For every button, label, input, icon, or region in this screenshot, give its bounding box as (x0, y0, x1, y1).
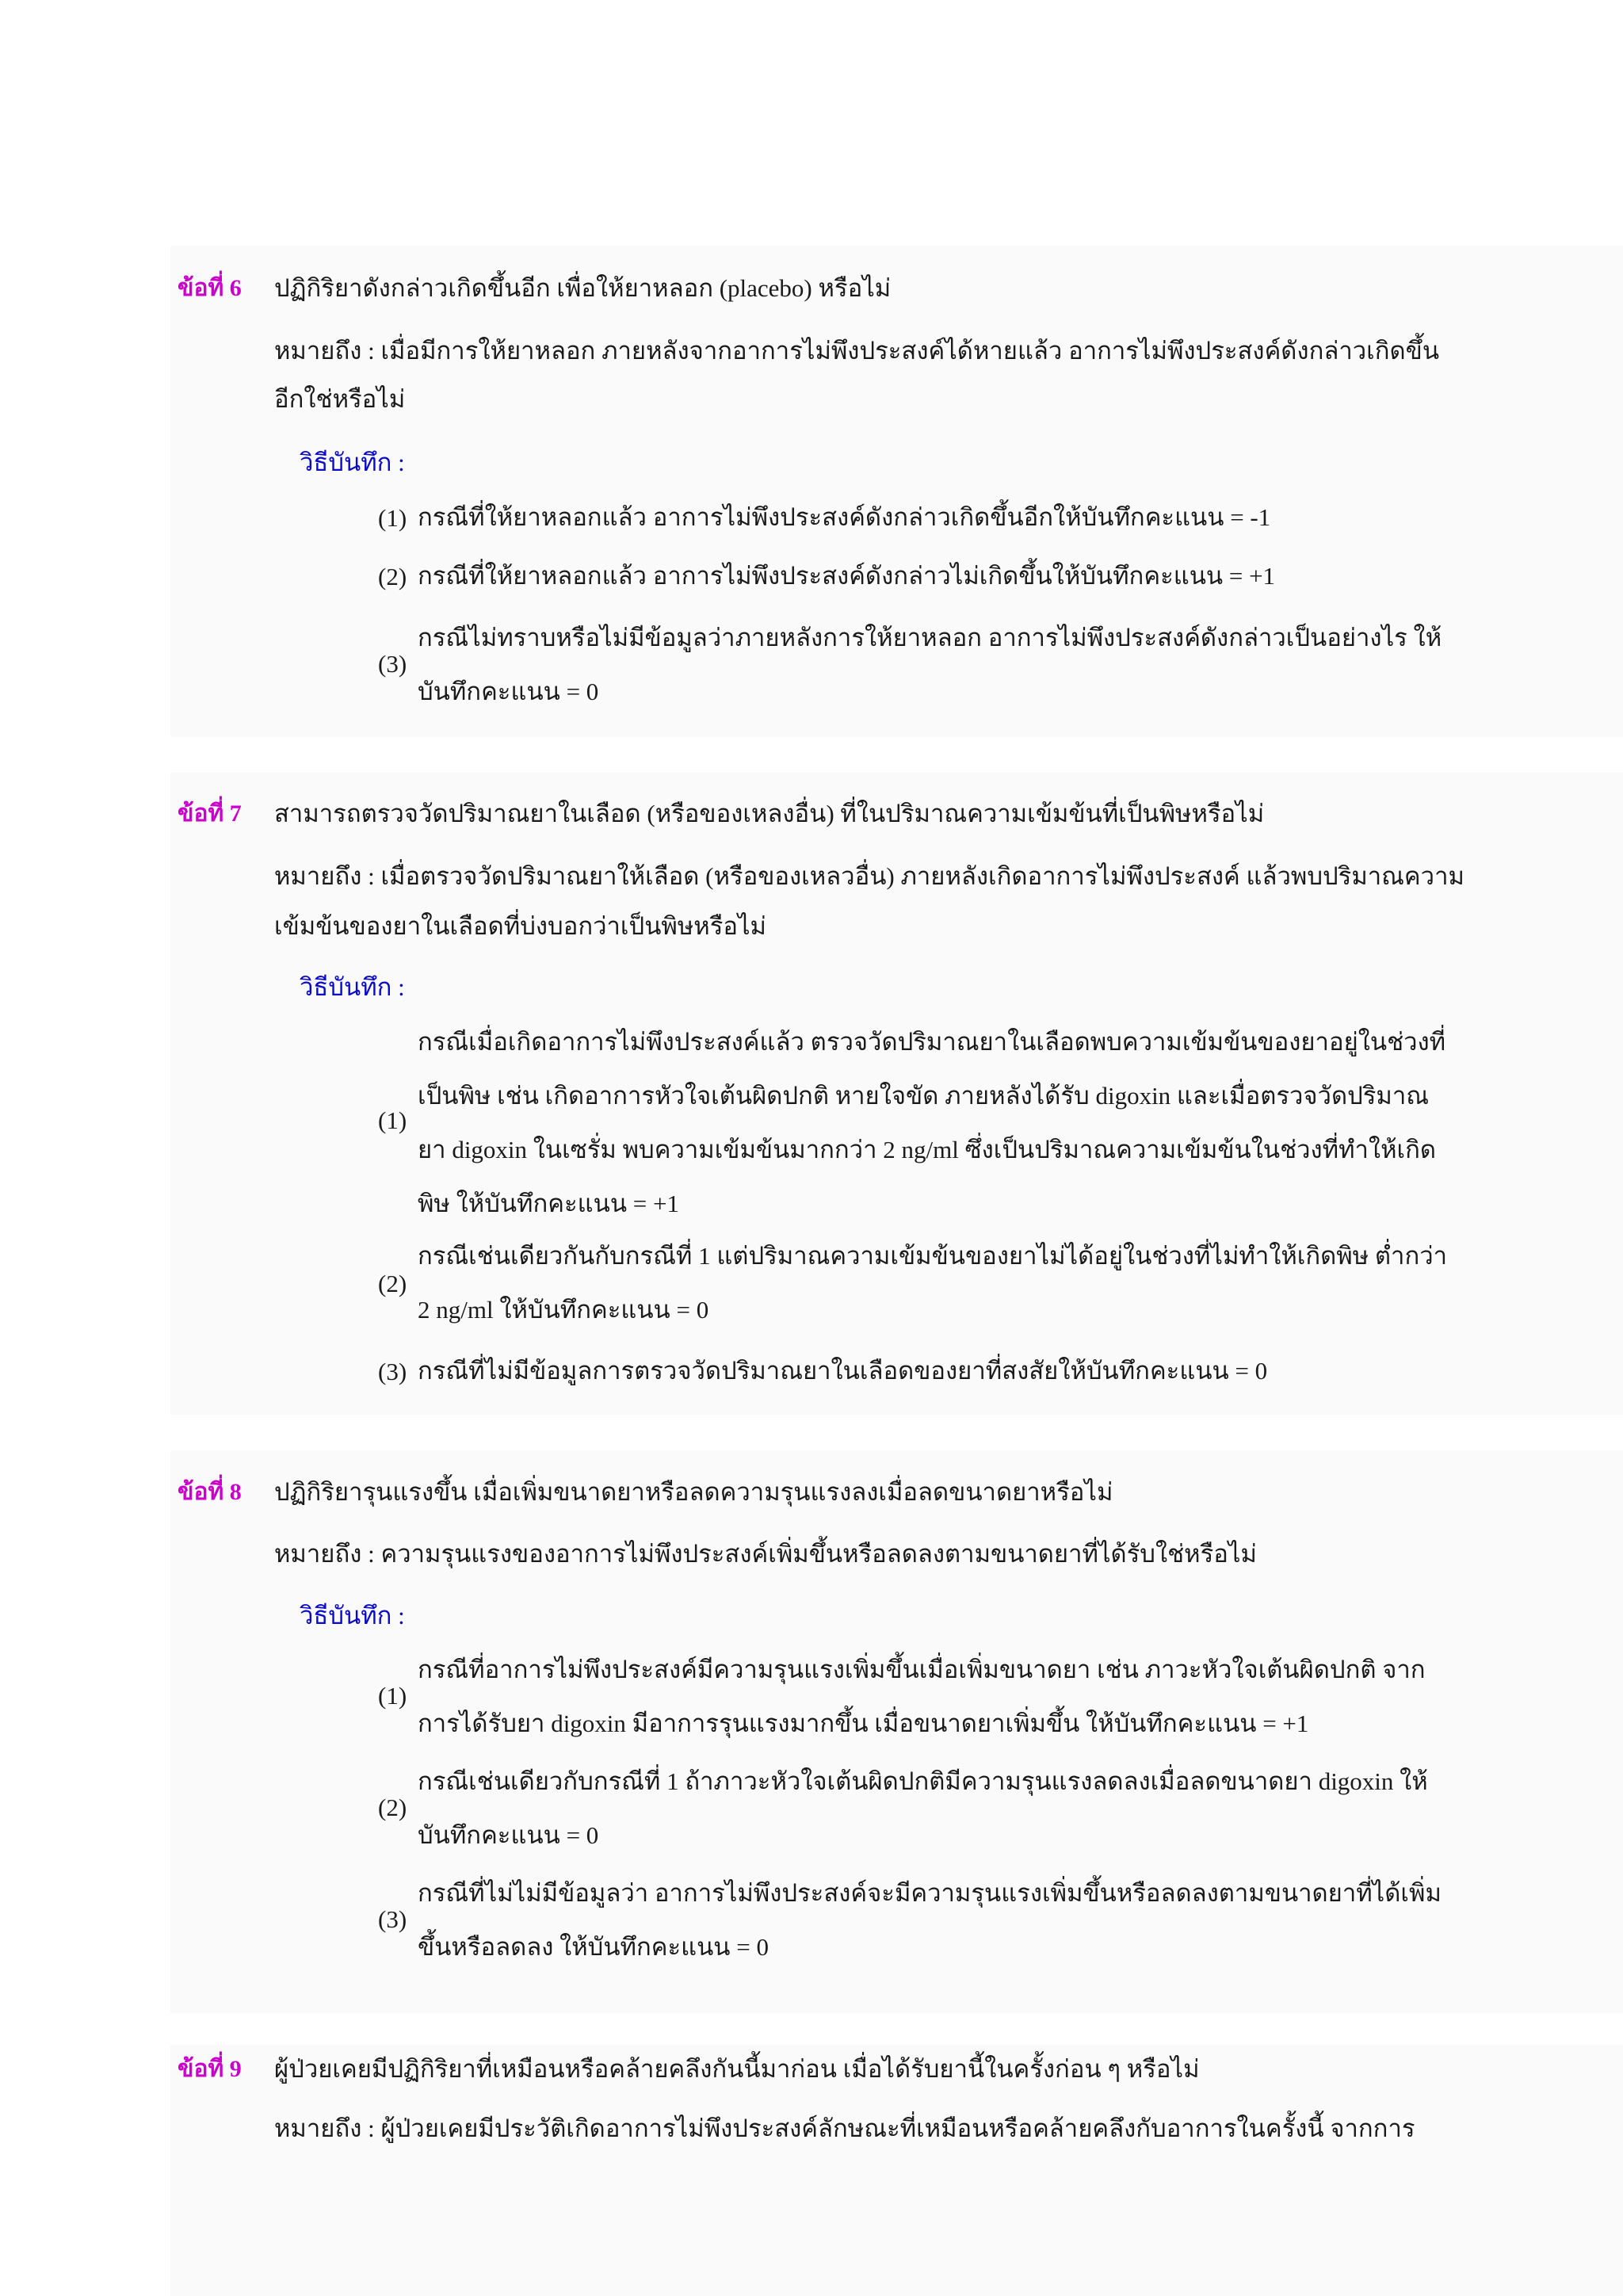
case-number: (3) (378, 1358, 407, 1385)
question-title: ผู้ป่วยเคยมีปฏิกิริยาที่เหมือนหรือคล้ายคลึงกันนี้มาก่อน เมื่อได้รับยานี้ในครั้งก่อน ๆ หรือไม่ (274, 2055, 1200, 2083)
case-text: กรณีที่ไม่ไม่มีข้อมูลว่า อาการไม่พึงประสงค์จะมีความรุนแรงเพิ่มขึ้นหรือลดลงตามขนาดยาที่ได้เพิ่มขึ้นหรือลดลง ให้บันทึกคะแนน = 0 (418, 1879, 1442, 1961)
meaning-line: หมายถึง : ความรุนแรงของอาการไม่พึงประสงค์เพิ่มขึ้นหรือลดลงตามขนาดยาที่ได้รับใช่หรือไม่ (274, 1540, 1257, 1568)
meaning-line: อีกใช่หรือไม่ (274, 385, 406, 413)
case-text: กรณีเช่นเดียวกับกรณีที่ 1 ถ้าภาวะหัวใจเต้นผิดปกติมีความรุนแรงลดลงเมื่อลดขนาดยา digoxin ให้บันทึกคะแนน = 0 (418, 1767, 1428, 1849)
meaning-line: หมายถึง : เมื่อตรวจวัดปริมาณยาให้เลือด (หรือของเหลวอื่น) ภายหลังเกิดอาการไม่พึงประสงค์ แล้วพบปริมาณความ (274, 862, 1465, 890)
method-label: วิธีบันทึก : (300, 1602, 405, 1629)
case-text: กรณีที่ไม่มีข้อมูลการตรวจวัดปริมาณยาในเลือดของยาที่สงสัยให้บันทึกคะแนน = 0 (418, 1357, 1268, 1385)
method-label: วิธีบันทึก : (300, 973, 405, 1001)
method-label: วิธีบันทึก : (300, 449, 405, 476)
case-number: (3) (378, 1905, 407, 1933)
question-title: ปฏิกิริยารุนแรงขึ้น เมื่อเพิ่มขนาดยาหรือลดความรุนแรงลงเมื่อลดขนาดยาหรือไม่ (274, 1478, 1113, 1506)
case-text: กรณีเช่นเดียวกันกับกรณีที่ 1 แต่ปริมาณความเข้มข้นของยาไม่ได้อยู่ในช่วงที่ไม่ทำให้เกิดพิษ ต่ำกว่า 2 ng/ml ให้บันทึกคะแนน = 0 (418, 1242, 1448, 1324)
meaning-line: หมายถึง : ผู้ป่วยเคยมีประวัติเกิดอาการไม่พึงประสงค์ลักษณะที่เหมือนหรือคล้ายคลึงกับอาการในครั้งนี้ จากการ (274, 2115, 1415, 2142)
case-number: (2) (378, 563, 407, 590)
question-title: สามารถตรวจวัดปริมาณยาในเลือด (หรือของเหลงอื่น) ที่ในปริมาณความเข้มข้นที่เป็นพิษหรือไม่ (274, 800, 1265, 827)
case-text: กรณีที่ให้ยาหลอกแล้ว อาการไม่พึงประสงค์ดังกล่าวไม่เกิดขึ้นให้บันทึกคะแนน = +1 (418, 562, 1276, 590)
case-number: (2) (378, 1794, 407, 1821)
case-number: (2) (378, 1270, 407, 1297)
case-text: กรณีที่อาการไม่พึงประสงค์มีความรุนแรงเพิ่มขึ้นเมื่อเพิ่มขนาดยา เช่น ภาวะหัวใจเต้นผิดปกติ จากการได้รับยา digoxin มีอาการรุนแรงมากขึ้น เมื่อขนาดยาเพิ่มขึ้น ให้บันทึกคะแนน = +1 (418, 1656, 1426, 1737)
question-number: ข้อที่ 8 (178, 1479, 242, 1505)
meaning-line: หมายถึง : เมื่อมีการให้ยาหลอก ภายหลังจากอาการไม่พึงประสงค์ได้หายแล้ว อาการไม่พึงประสงค์ดังกล่าวเกิดขึ้น (274, 337, 1440, 365)
case-number: (1) (378, 1106, 407, 1134)
question-number: ข้อที่ 9 (178, 2056, 242, 2082)
case-text: กรณีที่ให้ยาหลอกแล้ว อาการไม่พึงประสงค์ดังกล่าวเกิดขึ้นอีกให้บันทึกคะแนน = -1 (418, 503, 1271, 531)
meaning-line: เข้มข้นของยาในเลือดที่บ่งบอกว่าเป็นพิษหรือไม่ (274, 912, 766, 940)
question-number: ข้อที่ 7 (178, 800, 242, 827)
question-number: ข้อที่ 6 (178, 275, 242, 301)
case-number: (3) (378, 650, 407, 678)
question-title: ปฏิกิริยาดังกล่าวเกิดขึ้นอีก เพื่อให้ยาหลอก (placebo) หรือไม่ (274, 274, 892, 302)
case-number: (1) (378, 1682, 407, 1710)
case-text: กรณีไม่ทราบหรือไม่มีข้อมูลว่าภายหลังการให้ยาหลอก อาการไม่พึงประสงค์ดังกล่าวเป็นอย่างไร ให้บันทึกคะแนน = 0 (418, 624, 1442, 705)
case-text: กรณีเมื่อเกิดอาการไม่พึงประสงค์แล้ว ตรวจวัดปริมาณยาในเลือดพบความเข้มข้นของยาอยู่ในช่วงที่เป็นพิษ เช่น เกิดอาการหัวใจเต้นผิดปกติ หายใจขัด ภายหลังได้รับ digoxin และเมื่อตรวจวัดปริมาณยา digoxin ในเซรั่ม พบความเข้มข้นมากกว่า 2 ng/ml ซึ่งเป็นปริมาณความเข้มข้นในช่วงที่ทำให้เกิดพิษ ให้บันทึกคะแนน = +1 (418, 1028, 1446, 1217)
case-number: (1) (378, 504, 407, 532)
